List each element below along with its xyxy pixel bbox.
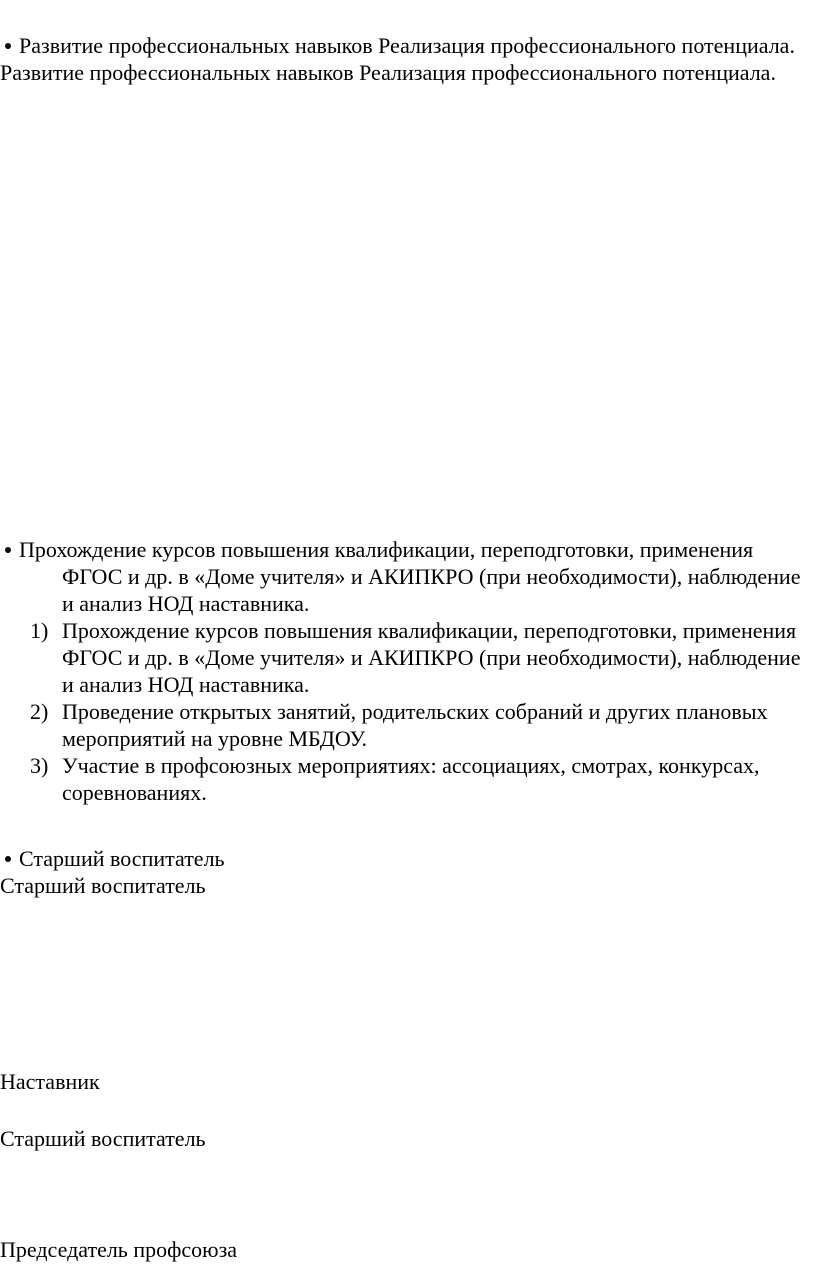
plain-paragraph: Старший воспитатель — [0, 873, 206, 898]
section-professional-skills — [0, 32, 812, 86]
list-item-text: Участие в профсоюзных мероприятиях: ассоциациях, смотрах, конкурсах, соревнованиях. — [62, 753, 760, 805]
list-number: 1) — [30, 618, 49, 643]
bullet-text: Развитие профессиональных навыков Реализация профессионального потенциала. — [19, 33, 795, 58]
section-senior-teacher — [0, 845, 812, 899]
role-senior-text: Старший воспитатель — [0, 1126, 206, 1151]
list-number: 2) — [30, 699, 49, 724]
bullet-text: Старший воспитатель — [19, 846, 225, 871]
bullet-icon — [5, 43, 11, 49]
list-number: 3) — [30, 753, 49, 778]
role-mentor — [0, 1068, 812, 1095]
list-item-text: Прохождение курсов повышения квалификации, переподготовки, применения ФГОС и др. в «Доме учителя» и АКИПКРО (при необходимости), наблюдение и анализ НОД наставника. — [62, 618, 801, 697]
role-union-chair — [0, 1236, 812, 1263]
bullet-paragraph — [0, 32, 812, 59]
bullet-text: Прохождение курсов повышения квалификации, переподготовки, применения ФГОС и др. в «Доме учителя» и АКИПКРО (при необходимости), наблюдение и анализ НОД наставника. — [19, 537, 801, 616]
list-item-text: Проведение открытых занятий, родительских собраний и других плановых мероприятий на уровне МБДОУ. — [62, 699, 768, 751]
role-senior — [0, 1125, 812, 1152]
bullet-paragraph — [0, 536, 812, 617]
role-mentor-text: Наставник — [0, 1069, 100, 1094]
bullet-icon — [5, 856, 11, 862]
section-courses — [0, 536, 812, 806]
numbered-list — [0, 617, 812, 806]
bullet-icon — [5, 547, 11, 553]
list-item — [0, 752, 812, 806]
plain-paragraph: Развитие профессиональных навыков Реализация профессионального потенциала. — [0, 60, 776, 85]
list-item — [0, 617, 812, 698]
bullet-paragraph — [0, 845, 812, 872]
list-item — [0, 698, 812, 752]
role-union-chair-text: Председатель профсоюза — [0, 1237, 238, 1262]
